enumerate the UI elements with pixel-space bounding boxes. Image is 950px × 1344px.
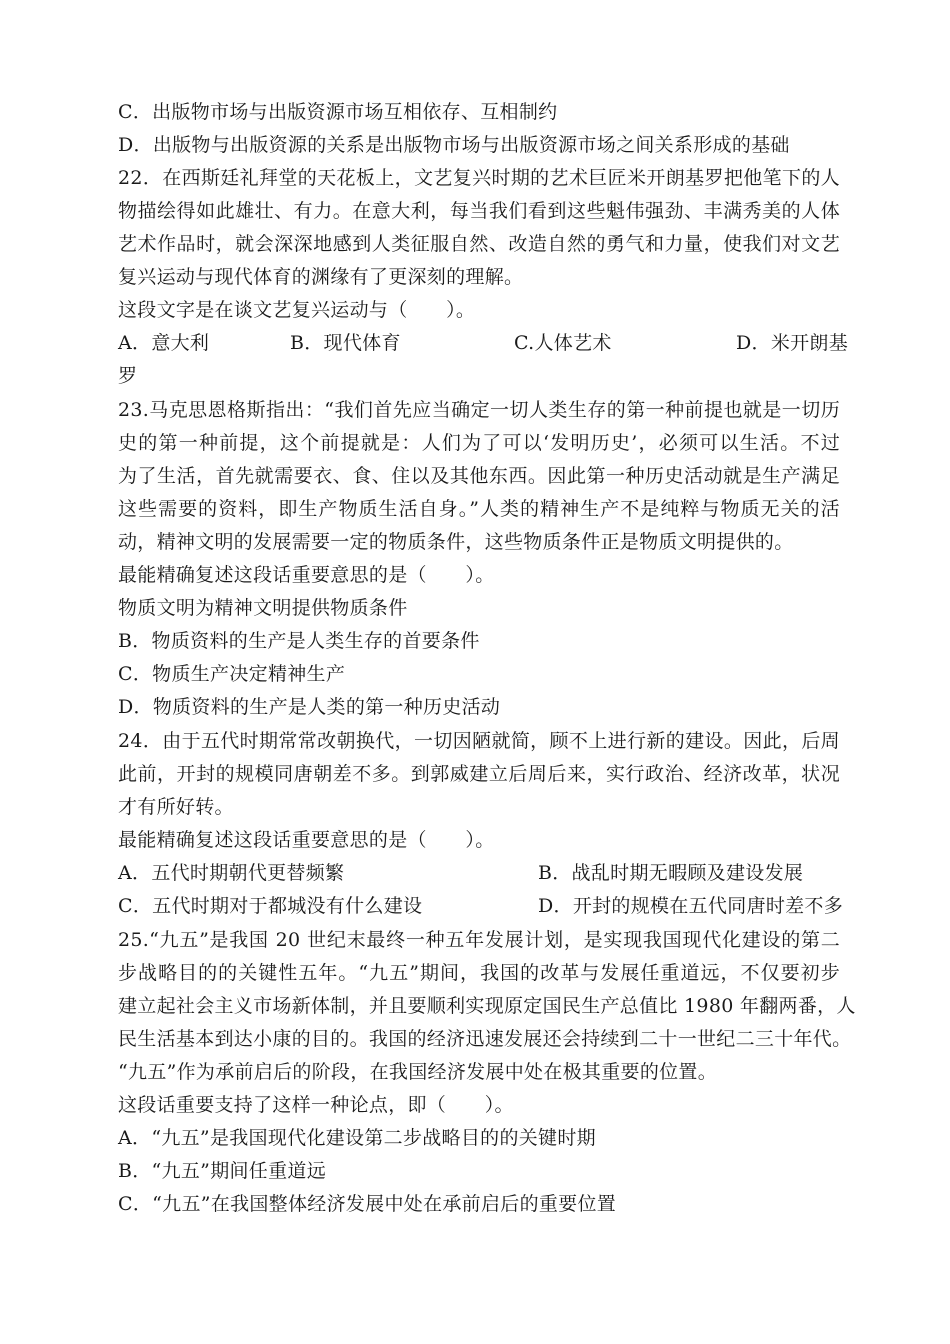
q23-option-d: D．物质资料的生产是人类的第一种历史活动 [118,696,501,718]
q22-option-b: B．现代体育 [290,332,401,354]
q24-option-c: C．五代时期对于都城没有什么建设 [118,895,423,917]
q23-text-line: 23.马克思恩格斯指出：“我们首先应当确定一切人类生存的第一种前提也就是一切历 [118,399,840,421]
q23-option-c: C．物质生产决定精神生产 [118,663,346,685]
q24-option-d: D．开封的规模在五代同唐时差不多 [538,895,844,917]
q24-option-a: A．五代时期朝代更替频繁 [118,862,345,884]
q22-option-c: C.人体艺术 [514,332,612,354]
q23-question: 最能精确复述这段话重要意思的是（ ）。 [118,564,495,586]
q25-text-line: 步战略目的的关键性五年。“九五”期间，我国的改革与发展任重道远，不仅要初步 [118,962,840,984]
q23-text-line: 动，精神文明的发展需要一定的物质条件，这些物质条件正是物质文明提供的。 [118,531,794,553]
q21-option-d: D．出版物与出版资源的关系是出版物市场与出版资源市场之间关系形成的基础 [118,134,790,156]
q22-option-d-wrap: 罗 [118,365,138,387]
q25-option-b: B．“九五”期间任重道远 [118,1160,326,1182]
q23-text-line: 史的第一种前提，这个前提就是：人们为了可以‘发明历史’，必须可以生活。不过 [118,432,840,454]
q22-question: 这段文字是在谈文艺复兴运动与（ ）。 [118,299,476,321]
q25-option-a: A．“九五”是我国现代化建设第二步战略目的的关键时期 [118,1127,596,1149]
q25-text-line: 民生活基本到达小康的目的。我国的经济迅速发展还会持续到二十一世纪二三十年代。 [118,1028,852,1050]
q22-option-a: A．意大利 [118,332,210,354]
q25-text-line: 建立起社会主义市场新体制，并且要顺利实现原定国民生产总值比 1980 年翻两番，人 [118,995,856,1017]
q23-text-line: 为了生活，首先就需要衣、食、住以及其他东西。因此第一种历史活动就是生产满足 [118,465,840,487]
q24-text-line: 此前，开封的规模同唐朝差不多。到郭威建立后周后来，实行政治、经济改革，状况 [118,763,840,785]
q23-option-a: 物质文明为精神文明提供物质条件 [118,597,408,619]
q24-text-line: 24．由于五代时期常常改朝换代，一切因陋就简，顾不上进行新的建设。因此，后周 [118,730,840,752]
q22-text-line: 复兴运动与现代体育的渊缘有了更深刻的理解。 [118,266,524,288]
q24-text-line: 才有所好转。 [118,796,234,818]
q25-text-line: 25.“九五”是我国 20 世纪末最终一种五年发展计划，是实现我国现代化建设的第二 [118,929,840,951]
q22-text-line: 艺术作品时，就会深深地感到人类征服自然、改造自然的勇气和力量，使我们对文艺 [118,233,840,255]
q23-option-b: B．物质资料的生产是人类生存的首要条件 [118,630,480,652]
q21-option-c: C．出版物市场与出版资源市场互相依存、互相制约 [118,101,558,123]
q25-option-c: C．“九五”在我国整体经济发展中处在承前启后的重要位置 [118,1193,617,1215]
q25-question: 这段话重要支持了这样一种论点，即（ ）。 [118,1094,514,1116]
q24-question: 最能精确复述这段话重要意思的是（ ）。 [118,829,495,851]
q23-text-line: 这些需要的资料，即生产物质生活自身。”人类的精神生产不是纯粹与物质无关的活 [118,498,840,520]
q22-text-line: 物描绘得如此雄壮、有力。在意大利，每当我们看到这些魁伟强劲、丰满秀美的人体 [118,200,840,222]
q25-text-line: “九五”作为承前启后的阶段，在我国经济发展中处在极其重要的位置。 [118,1061,718,1083]
q24-option-b: B．战乱时期无暇顾及建设发展 [538,862,804,884]
q22-option-d: D．米开朗基 [736,332,849,354]
q22-text-line: 22．在西斯廷礼拜堂的天花板上，文艺复兴时期的艺术巨匠米开朗基罗把他笔下的人 [118,167,840,189]
